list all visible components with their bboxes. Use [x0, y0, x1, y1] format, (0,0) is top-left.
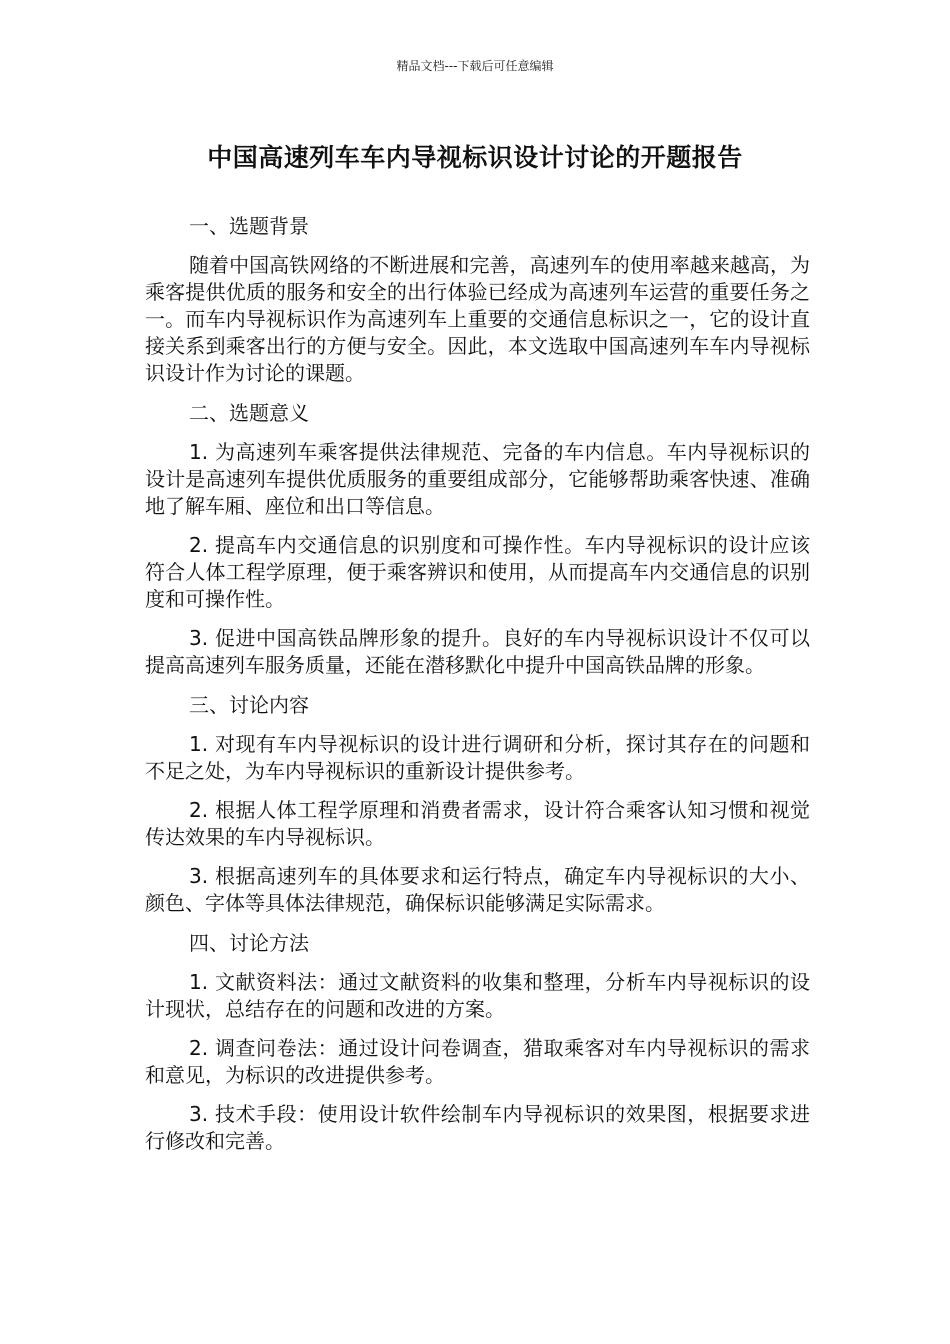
paragraph: 1. 对现有车内导视标识的设计进行调研和分析，探讨其存在的问题和不足之处，为车内导视标识的重新设计提供参考。	[145, 732, 810, 783]
section-heading: 一、选题背景	[189, 214, 309, 238]
paragraph: 2. 根据人体工程学原理和消费者需求，设计符合乘客认知习惯和视觉传达效果的车内导视标识。	[145, 798, 810, 849]
section-heading: 二、选题意义	[189, 401, 309, 425]
paragraph: 3. 促进中国高铁品牌形象的提升。良好的车内导视标识设计不仅可以提高高速列车服务质量，还能在潜移默化中提升中国高铁品牌的形象。	[145, 626, 810, 677]
section-content	[145, 691, 810, 917]
header-note: 精品文档---下载后可任意编辑	[396, 59, 554, 73]
paragraph: 3. 根据高速列车的具体要求和运行特点，确定车内导视标识的大小、颜色、字体等具体法律规范，确保标识能够满足实际需求。	[145, 864, 810, 915]
section-background	[145, 212, 810, 387]
section-heading: 四、讨论方法	[189, 931, 309, 955]
section-significance	[145, 399, 810, 679]
paragraph: 3. 技术手段：使用设计软件绘制车内导视标识的效果图，根据要求进行修改和完善。	[145, 1102, 810, 1153]
paragraph: 1. 文献资料法：通过文献资料的收集和整理，分析车内导视标识的设计现状，总结存在的问题和改进的方案。	[145, 970, 810, 1021]
document-body	[145, 212, 810, 1167]
section-heading: 三、讨论内容	[189, 693, 309, 717]
paragraph: 1. 为高速列车乘客提供法律规范、完备的车内信息。车内导视标识的设计是高速列车提供优质服务的重要组成部分，它能够帮助乘客快速、准确地了解车厢、座位和出口等信息。	[145, 440, 810, 518]
section-methods	[145, 929, 810, 1155]
paragraph: 2. 提高车内交通信息的识别度和可操作性。车内导视标识的设计应该符合人体工程学原理，便于乘客辨识和使用，从而提高车内交通信息的识别度和可操作性。	[145, 533, 810, 611]
document-title: 中国高速列车车内导视标识设计讨论的开题报告	[207, 143, 743, 172]
paragraph: 随着中国高铁网络的不断进展和完善，高速列车的使用率越来越高，为乘客提供优质的服务和安全的出行体验已经成为高速列车运营的重要任务之一。而车内导视标识作为高速列车上重要的交通信息标识之一，它的设计直接关系到乘客出行的方便与安全。因此，本文选取中国高速列车车内导视标识设计作为讨论的课题。	[145, 253, 810, 385]
paragraph: 2. 调查问卷法：通过设计问卷调查，猎取乘客对车内导视标识的需求和意见，为标识的改进提供参考。	[145, 1036, 810, 1087]
